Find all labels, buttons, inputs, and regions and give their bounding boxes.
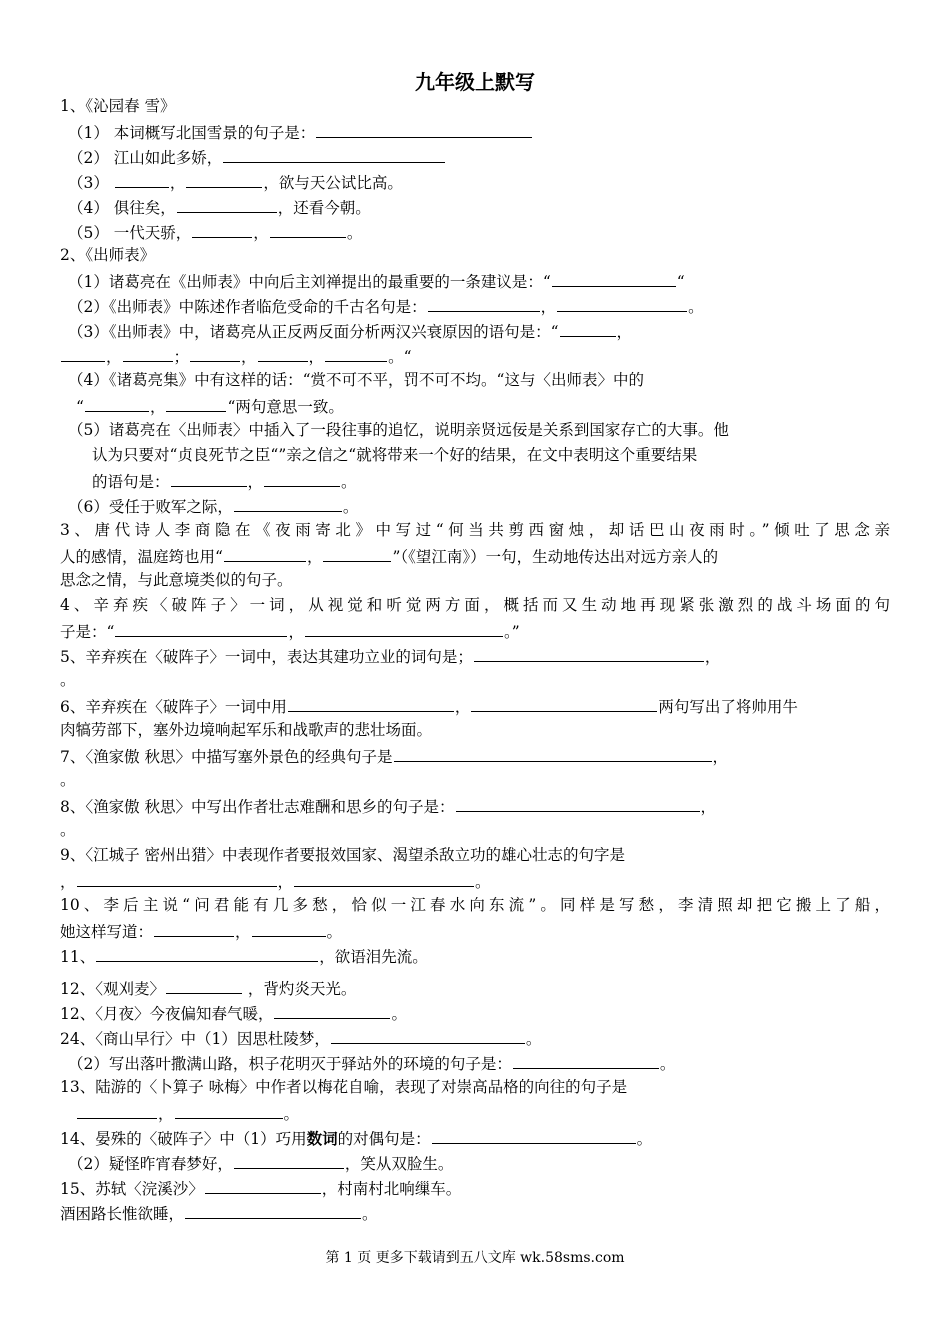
question-line: 。 bbox=[60, 821, 76, 839]
answer-blank[interactable] bbox=[96, 943, 318, 962]
question-line: ， ， 。 bbox=[60, 868, 890, 894]
answer-blank[interactable] bbox=[166, 393, 226, 412]
answer-blank[interactable] bbox=[316, 119, 532, 138]
answer-blank[interactable] bbox=[428, 293, 540, 312]
question-line: 。 bbox=[60, 671, 76, 689]
page-footer: 第 1 页 更多下载请到五八文库 wk.58sms.com bbox=[325, 1250, 625, 1266]
answer-blank[interactable] bbox=[264, 468, 340, 487]
question-line: 15、苏轼〈浣溪沙〉 ，村南村北响缫车。 bbox=[60, 1175, 890, 1201]
question-line: 人的感情，温庭筠也用“ ， ”（《望江南》）一句，生动地传达出对远方亲人的 bbox=[60, 543, 890, 569]
answer-blank[interactable] bbox=[115, 618, 287, 637]
answer-blank[interactable] bbox=[557, 293, 687, 312]
answer-blank[interactable] bbox=[252, 918, 326, 937]
question-line: （1） 本词概写北国雪景的句子是： bbox=[68, 119, 890, 145]
answer-blank[interactable] bbox=[552, 268, 676, 287]
question-line: 思念之情，与此意境类似的句子。 bbox=[60, 571, 293, 589]
question-line: ， ； ， ， 。“ bbox=[60, 343, 890, 369]
answer-blank[interactable] bbox=[274, 1000, 390, 1019]
answer-blank[interactable] bbox=[325, 343, 387, 362]
page-title: 九年级上默写 bbox=[415, 70, 535, 94]
answer-blank[interactable] bbox=[205, 1175, 321, 1194]
question-line: 。 bbox=[60, 771, 76, 789]
answer-blank[interactable] bbox=[331, 1025, 525, 1044]
question-line: 4、辛弃疾〈破阵子〉一词，从视觉和听觉两方面，概括而又生动地再现紧张激烈的战斗场面的句 bbox=[60, 596, 890, 614]
question-line: “ ， “两句意思一致。 bbox=[76, 393, 890, 419]
question-line: 认为只要对“贞良死节之臣“”亲之信之“就将带来一个好的结果，在文中表明这个重要结果 bbox=[92, 446, 698, 464]
answer-blank[interactable] bbox=[61, 343, 105, 362]
question-line: （4）《诸葛亮集》中有这样的话：“赏不可不平，罚不可不均。“这与〈出师表〉中的 bbox=[68, 371, 644, 389]
answer-blank[interactable] bbox=[115, 169, 169, 188]
answer-blank[interactable] bbox=[234, 493, 342, 512]
question-line: （3） ， ，欲与天公试比高。 bbox=[68, 169, 890, 195]
question-line: （5）诸葛亮在〈出师表〉中插入了一段往事的追忆，说明亲贤远佞是关系到国家存亡的大事。他 bbox=[68, 421, 729, 439]
section-heading: 2、《出师表》 bbox=[60, 246, 156, 264]
question-line: 12、〈观刈麦〉 ，背灼炎天光。 bbox=[60, 975, 890, 1001]
question-line: 她这样写道： ， 。 bbox=[60, 918, 890, 944]
question-line: 7、〈渔家傲 秋思〉中描写塞外景色的经典句子是 ， bbox=[60, 743, 890, 769]
question-line: 24、〈商山早行〉中（1）因思杜陵梦， 。 bbox=[60, 1025, 890, 1051]
answer-blank[interactable] bbox=[288, 693, 454, 712]
question-line: 10、李后主说“问君能有几多愁，恰似一江春水向东流”。同样是写愁，李清照却把它搬上了船， bbox=[60, 896, 890, 914]
answer-blank[interactable] bbox=[85, 393, 149, 412]
question-line: 酒困路长惟欲睡， 。 bbox=[60, 1200, 890, 1226]
answer-blank[interactable] bbox=[224, 543, 306, 562]
question-line: （2） 江山如此多娇， bbox=[68, 144, 890, 170]
answer-blank[interactable] bbox=[166, 975, 242, 994]
question-line: 子是：“ ， 。” bbox=[60, 618, 890, 644]
answer-blank[interactable] bbox=[223, 144, 445, 163]
answer-blank[interactable] bbox=[258, 343, 308, 362]
question-line: （2）《出师表》中陈述作者临危受命的千古名句是： ， 。 bbox=[68, 293, 890, 319]
answer-blank[interactable] bbox=[190, 343, 240, 362]
question-line: （3）《出师表》中，诸葛亮从正反两反面分析两汉兴衰原因的语句是：“ ， bbox=[68, 318, 890, 344]
answer-blank[interactable] bbox=[171, 468, 247, 487]
question-line: （6）受任于败军之际， 。 bbox=[68, 493, 890, 519]
answer-blank[interactable] bbox=[154, 918, 234, 937]
question-line: 13、陆游的〈卜算子 咏梅〉中作者以梅花自喻，表现了对崇高品格的向往的句子是 bbox=[60, 1078, 628, 1096]
question-line: 11、 ，欲语泪先流。 bbox=[60, 943, 890, 969]
answer-blank[interactable] bbox=[175, 1100, 283, 1119]
question-line: （5） 一代天骄， ， 。 bbox=[68, 219, 890, 245]
answer-blank[interactable] bbox=[560, 318, 616, 337]
question-line: 的语句是： ， 。 bbox=[92, 468, 890, 494]
question-line: 3、唐代诗人李商隐在《夜雨寄北》中写过“何当共剪西窗烛，却话巴山夜雨时。”倾吐了思念亲 bbox=[60, 521, 890, 539]
answer-blank[interactable] bbox=[305, 618, 503, 637]
question-line: 6、辛弃疾在〈破阵子〉一词中用 ， 两句写出了将帅用牛 bbox=[60, 693, 890, 719]
question-line: （1）诸葛亮在《出师表》中向后主刘禅提出的最重要的一条建议是：“ “ bbox=[68, 268, 890, 294]
answer-blank[interactable] bbox=[471, 693, 657, 712]
section-heading: 1、《沁园春 雪》 bbox=[60, 97, 176, 115]
question-line: 8、〈渔家傲 秋思〉中写出作者壮志难酬和思乡的句子是： ， bbox=[60, 793, 890, 819]
answer-blank[interactable] bbox=[185, 1200, 361, 1219]
answer-blank[interactable] bbox=[323, 543, 391, 562]
answer-blank[interactable] bbox=[77, 868, 277, 887]
question-line: 12、〈月夜〉今夜偏知春气暖， 。 bbox=[60, 1000, 890, 1026]
question-line: （2）写出落叶撒满山路，枳子花明灭于驿站外的环境的句子是： 。 bbox=[68, 1050, 890, 1076]
question-line: （4） 俱往矣， ，还看今朝。 bbox=[68, 194, 890, 220]
answer-blank[interactable] bbox=[186, 169, 262, 188]
answer-blank[interactable] bbox=[513, 1050, 659, 1069]
answer-blank[interactable] bbox=[270, 219, 346, 238]
answer-blank[interactable] bbox=[177, 194, 277, 213]
question-line: 14、晏殊的〈破阵子〉中（1）巧用数词的对偶句是： 。 bbox=[60, 1125, 890, 1151]
question-line: （2）疑怪昨宵春梦好， ，笑从双脸生。 bbox=[68, 1150, 890, 1176]
answer-blank[interactable] bbox=[294, 868, 474, 887]
answer-blank[interactable] bbox=[123, 343, 173, 362]
question-line: ， 。 bbox=[76, 1100, 890, 1126]
answer-blank[interactable] bbox=[192, 219, 252, 238]
answer-blank[interactable] bbox=[456, 793, 700, 812]
question-line: 9、〈江城子 密州出猎〉中表现作者要报效国家、渴望杀敌立功的雄心壮志的句字是 bbox=[60, 846, 626, 864]
answer-blank[interactable] bbox=[77, 1100, 157, 1119]
answer-blank[interactable] bbox=[474, 643, 704, 662]
answer-blank[interactable] bbox=[394, 743, 712, 762]
answer-blank[interactable] bbox=[234, 1150, 344, 1169]
question-line: 肉犒劳部下，塞外边境响起军乐和战歌声的悲壮场面。 bbox=[60, 721, 433, 739]
question-line: 5、辛弃疾在〈破阵子〉一词中，表达其建功立业的词句是； ， bbox=[60, 643, 890, 669]
answer-blank[interactable] bbox=[432, 1125, 636, 1144]
